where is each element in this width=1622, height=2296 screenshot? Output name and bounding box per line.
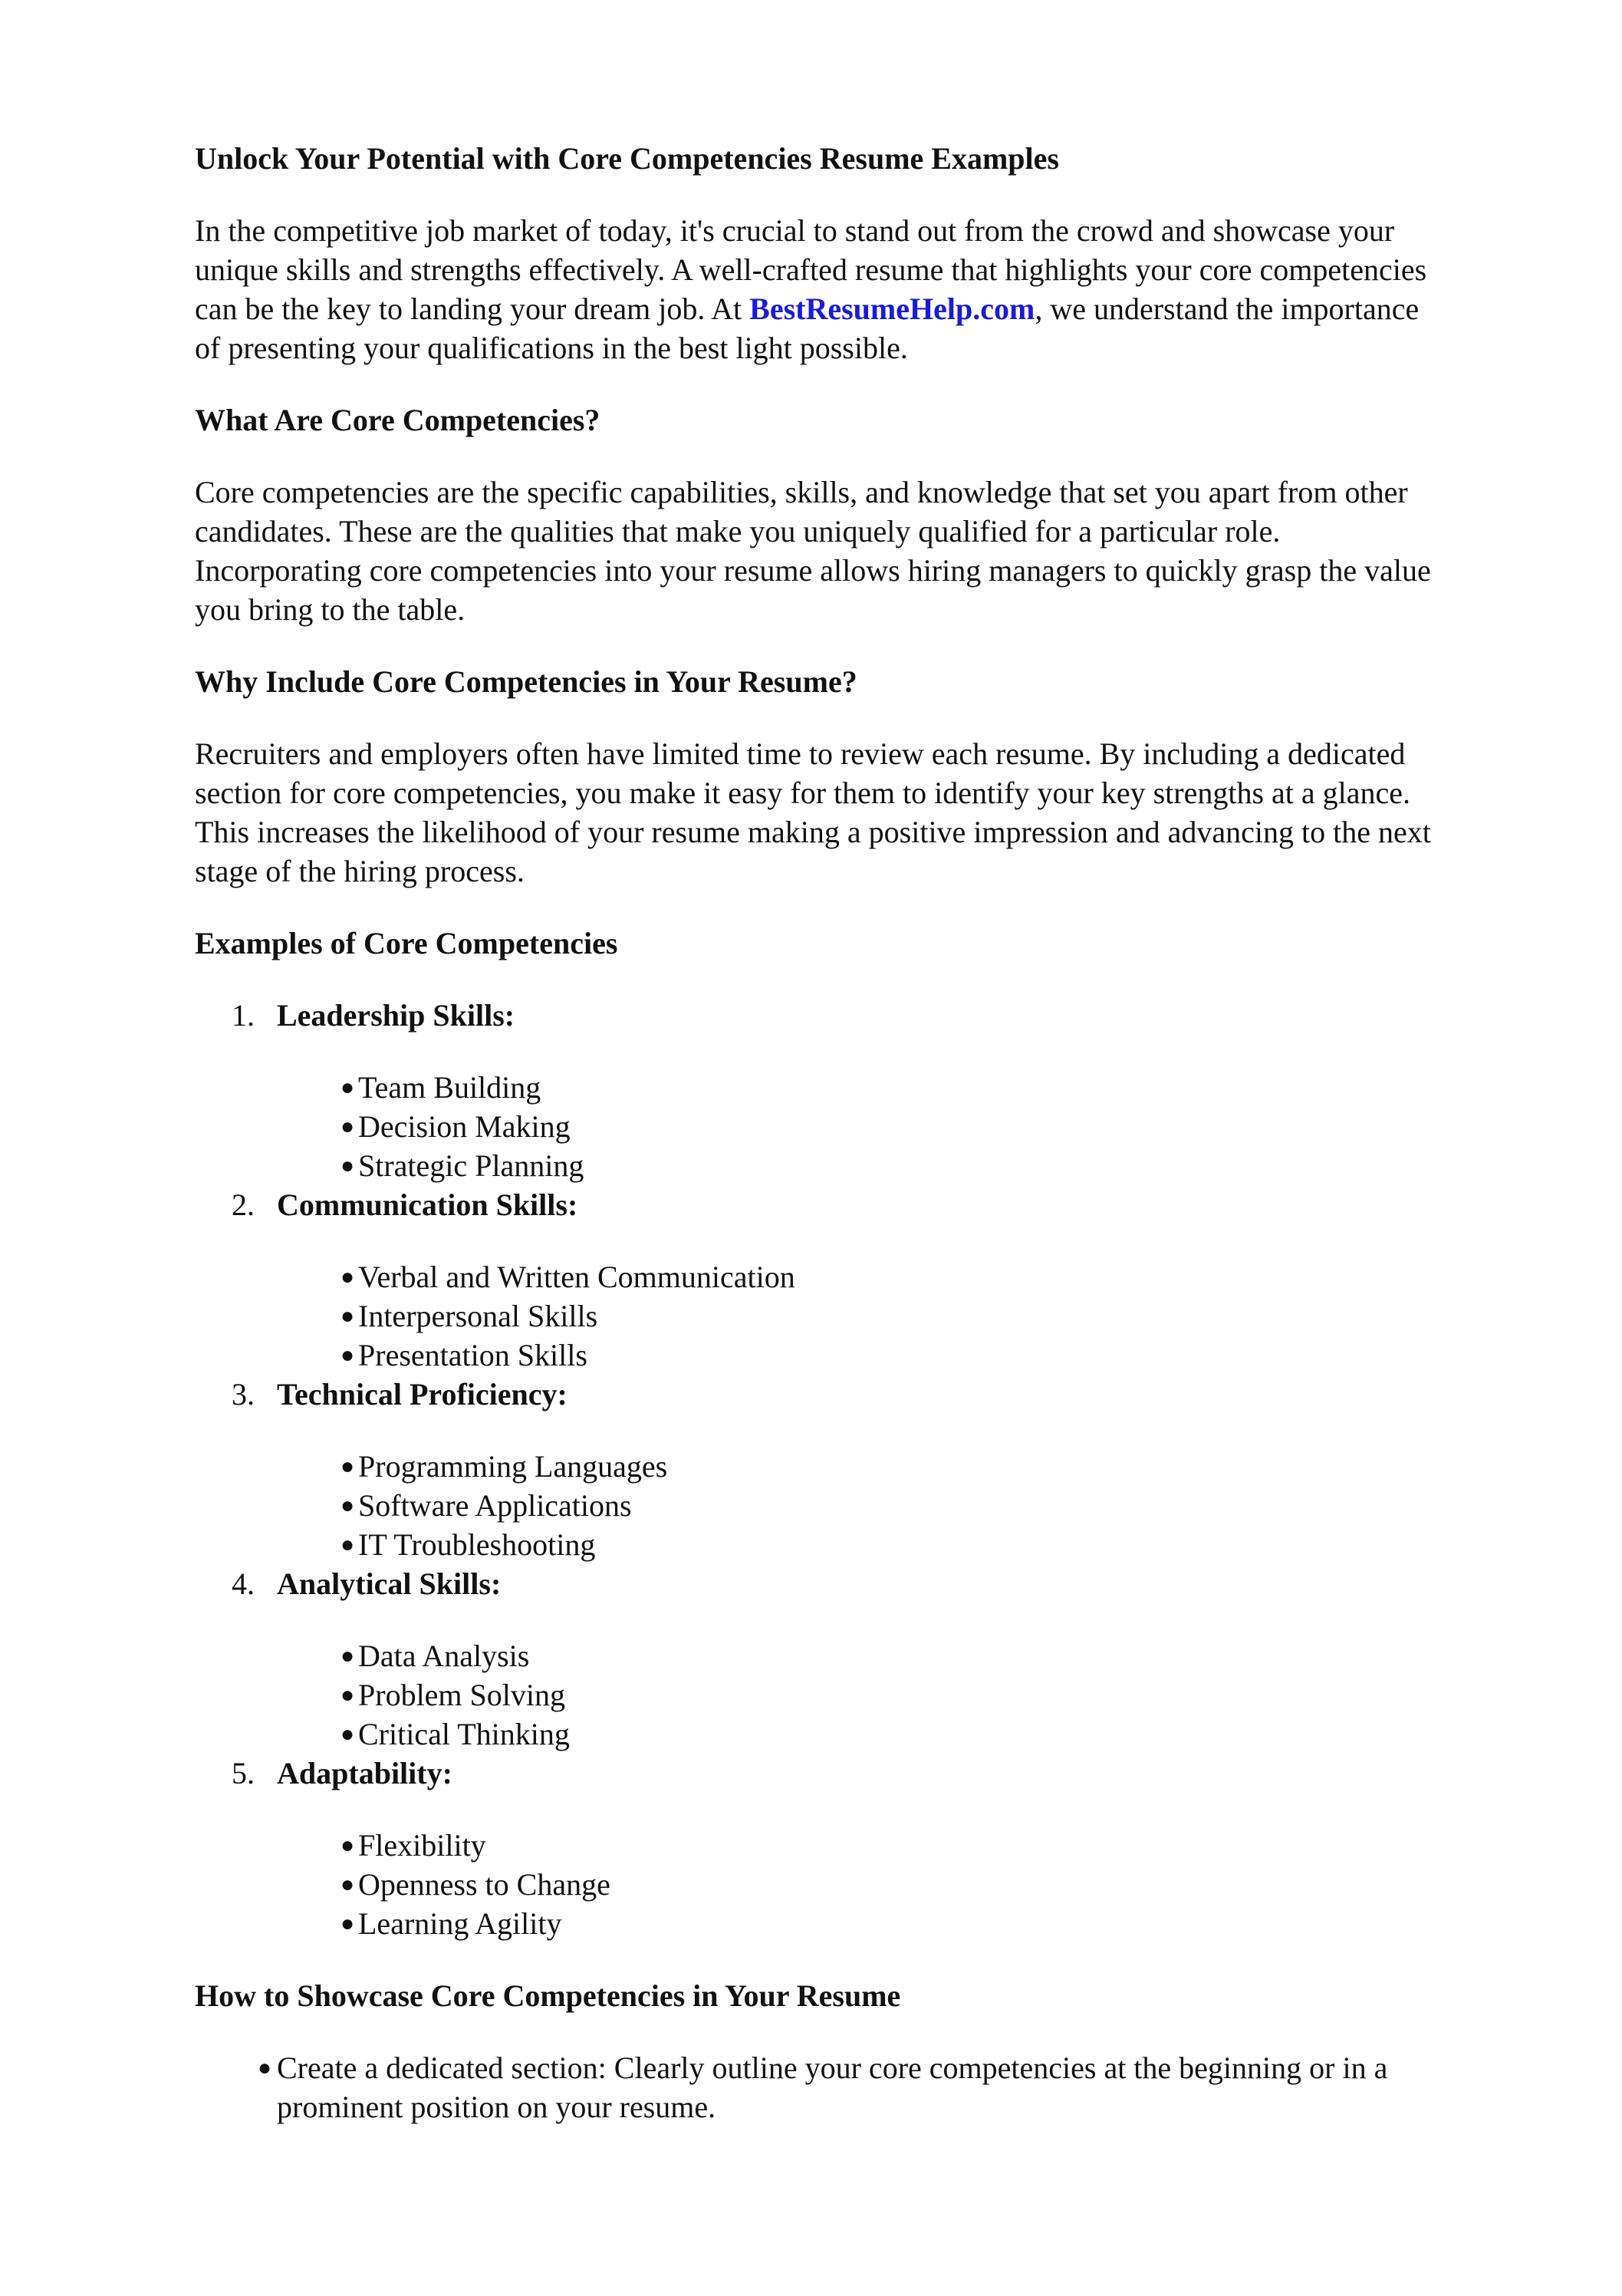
- intro-paragraph: [195, 211, 1560, 367]
- bullet-icon: ●: [341, 1303, 355, 1329]
- bullet-icon: ●: [341, 1114, 355, 1139]
- item-number: 4.: [232, 1566, 255, 1601]
- text-line: stage of the hiring process.: [195, 854, 525, 888]
- text-line: This increases the likelihood of your resume making a positive impression and advancing to the next: [195, 815, 1431, 849]
- bullet-icon: ●: [341, 1833, 355, 1858]
- competency-item: [195, 1185, 1560, 1375]
- bestresumehelp-link[interactable]: BestResumeHelp.com: [749, 292, 1035, 326]
- subskill-label: Interpersonal Skills: [358, 1299, 598, 1333]
- bullet-icon: ●: [258, 2055, 272, 2080]
- subskill-item: [341, 1336, 1560, 1375]
- text-segment: can be the key to landing your dream job. At: [195, 292, 750, 326]
- bullet-icon: ●: [341, 1075, 355, 1100]
- subskill-item: [341, 1146, 1560, 1185]
- bullet-icon: ●: [341, 1454, 355, 1479]
- item-number: 3.: [232, 1377, 255, 1412]
- subskill-label: IT Troubleshooting: [358, 1527, 596, 1562]
- section-heading: How to Showcase Core Competencies in Your Resume: [195, 1978, 901, 2013]
- competency-item: [195, 1754, 1560, 1943]
- competency-item: [195, 996, 1560, 1185]
- text-line: unique skills and strengths effectively. A well-crafted resume that highlights your core competencies: [195, 252, 1427, 287]
- section-heading: What Are Core Competencies?: [195, 403, 600, 437]
- text-line: Incorporating core competencies into your resume allows hiring managers to quickly grasp the value: [195, 553, 1431, 588]
- competency-item: [195, 1375, 1560, 1564]
- subskill-item: [341, 1636, 1560, 1675]
- competency-subskills: [277, 1826, 1560, 1943]
- subskill-label: Learning Agility: [358, 1906, 562, 1941]
- subskill-item: [341, 1486, 1560, 1525]
- subskill-item: [341, 1257, 1560, 1296]
- subskill-item: [341, 1826, 1560, 1865]
- bullet-icon: ●: [341, 1682, 355, 1708]
- text-line: Create a dedicated section: Clearly outline your core competencies at the beginning or in a: [277, 2051, 1388, 2085]
- competency-title: Communication Skills:: [277, 1188, 578, 1222]
- subskill-label: Software Applications: [358, 1488, 632, 1523]
- competency-subskills: [277, 1447, 1560, 1564]
- competencies-list: [195, 996, 1560, 1943]
- subskill-item: [341, 1068, 1560, 1107]
- text-line: In the competitive job market of today, it's crucial to stand out from the crowd and showcase your: [195, 213, 1395, 248]
- bullet-icon: ●: [341, 1153, 355, 1178]
- page-title: Unlock Your Potential with Core Competencies Resume Examples: [195, 141, 1059, 176]
- section-paragraph: [195, 473, 1560, 629]
- subskill-item: [341, 1904, 1560, 1943]
- text-segment: , we understand the importance: [1035, 292, 1420, 326]
- subskill-label: Verbal and Written Communication: [358, 1260, 795, 1294]
- bullet-icon: ●: [341, 1911, 355, 1936]
- subskill-item: [341, 1447, 1560, 1486]
- text-line: you bring to the table.: [195, 592, 466, 627]
- showcase-list: [195, 2048, 1560, 2126]
- text-line: section for core competencies, you make it easy for them to identify your key strengths at a glance.: [195, 776, 1411, 810]
- bullet-icon: ●: [341, 1493, 355, 1518]
- bullet-icon: ●: [341, 1643, 355, 1668]
- subskill-item: [341, 1296, 1560, 1336]
- section-heading: Why Include Core Competencies in Your Resume?: [195, 664, 857, 699]
- subskill-label: Data Analysis: [358, 1639, 530, 1673]
- text-line: prominent position on your resume.: [277, 2090, 716, 2124]
- text-line: candidates. These are the qualities that make you uniquely qualified for a particular role.: [195, 514, 1281, 548]
- subskill-label: Programming Languages: [358, 1449, 668, 1484]
- competency-subskills: [277, 1636, 1560, 1754]
- text-line: of presenting your qualifications in the best light possible.: [195, 331, 908, 365]
- text-line: Recruiters and employers often have limited time to review each resume. By including a dedicated: [195, 736, 1406, 771]
- item-number: 5.: [232, 1756, 255, 1790]
- subskill-item: [341, 1675, 1560, 1715]
- text-line: [195, 289, 1560, 328]
- subskill-item: [341, 1715, 1560, 1754]
- bullet-icon: ●: [341, 1342, 355, 1368]
- subskill-label: Presentation Skills: [358, 1338, 587, 1372]
- document-page: [195, 139, 1560, 2126]
- competency-title: Leadership Skills:: [277, 998, 515, 1033]
- subskill-label: Decision Making: [358, 1109, 571, 1144]
- section-heading: Examples of Core Competencies: [195, 926, 618, 960]
- showcase-item: [258, 2048, 1560, 2126]
- competency-subskills: [277, 1257, 1560, 1375]
- bullet-icon: ●: [341, 1721, 355, 1747]
- subskill-label: Team Building: [358, 1070, 541, 1105]
- bullet-icon: ●: [341, 1532, 355, 1557]
- competency-title: Adaptability:: [277, 1756, 452, 1790]
- bullet-icon: ●: [341, 1872, 355, 1897]
- item-number: 1.: [232, 998, 255, 1033]
- subskill-label: Problem Solving: [358, 1678, 566, 1712]
- competency-title: Technical Proficiency:: [277, 1377, 568, 1412]
- bullet-icon: ●: [341, 1264, 355, 1290]
- section-paragraph: [195, 734, 1560, 891]
- subskill-label: Openness to Change: [358, 1867, 610, 1902]
- subskill-label: Flexibility: [358, 1828, 486, 1863]
- text-line: Core competencies are the specific capabilities, skills, and knowledge that set you apart from other: [195, 475, 1408, 509]
- subskill-item: [341, 1865, 1560, 1904]
- competency-subskills: [277, 1068, 1560, 1185]
- subskill-label: Strategic Planning: [358, 1148, 584, 1183]
- competency-item: [195, 1564, 1560, 1754]
- subskill-item: [341, 1107, 1560, 1146]
- subskill-item: [341, 1525, 1560, 1564]
- competency-title: Analytical Skills:: [277, 1566, 502, 1601]
- subskill-label: Critical Thinking: [358, 1717, 570, 1751]
- item-number: 2.: [232, 1188, 255, 1222]
